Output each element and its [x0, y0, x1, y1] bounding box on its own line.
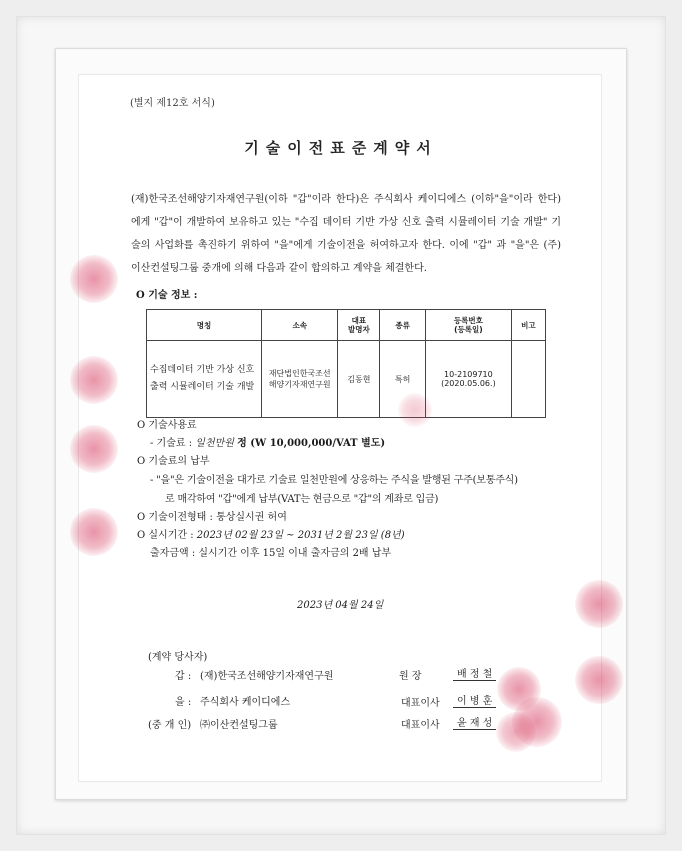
cell-name: 수집데이터 기반 가상 신호 출력 시뮬레이터 기술 개발 — [147, 341, 262, 418]
broker-label: (중 개 인) — [148, 720, 192, 731]
intro-line: 에게 "갑"이 개발하여 보유하고 있는 "수집 데이터 기반 가상 신호 출력 시뮬레이터 기술 개발" 기 — [131, 217, 561, 228]
payout-line: 출자금액 : 실시기간 이후 15일 이내 출자금의 2배 납부 — [150, 548, 392, 559]
party-b-rep — [453, 692, 496, 708]
payment-line-1: - "을"은 기술이전을 대가로 기술료 일천만원에 상응하는 주식을 발행된 구주(보통주식) — [150, 475, 518, 486]
fee-heading: O 기술사용료 — [137, 420, 197, 431]
party-a-rep — [453, 665, 496, 681]
col-header-affiliation: 소속 — [262, 310, 338, 341]
broker-rep — [453, 714, 496, 730]
col-header-note: 비고 — [511, 310, 545, 341]
broker-rep-name: 윤 재 성 — [453, 714, 496, 730]
party-b-rep-name: 이 병 훈 — [453, 692, 496, 708]
parties-heading: (계약 당사자) — [148, 652, 208, 663]
col-header-inventor: 대표 발명자 — [338, 310, 380, 341]
fee-amount-italic: 일천만원 — [195, 438, 234, 449]
party-b-role: 대표이사 — [401, 698, 440, 709]
intro-line: 이산컨설팅그룹 중개에 의해 다음과 같이 합의하고 계약을 체결한다. — [131, 263, 427, 274]
cell-type: 특허 — [380, 341, 426, 418]
cell-reg-no: 10-2109710 (2020.05.06.) — [425, 341, 511, 418]
intro-line: (재)한국조선해양기자재연구원(이하 "갑"이라 한다)은 주식회사 케이디에스 (이하"을"이라 한다) — [131, 194, 561, 205]
document-title: 기술이전표준계약서 — [244, 139, 438, 157]
transfer-form: O 기술이전형태 : 통상실시권 허여 — [137, 512, 287, 523]
party-a-role: 원 장 — [399, 671, 422, 682]
form-number: (별지 제12호 서식) — [130, 98, 215, 109]
broker-role: 대표이사 — [401, 720, 440, 731]
payment-line-2: 로 매각하여 "갑"에게 납부(VAT는 현금으로 "갑"의 계좌로 입금) — [165, 494, 439, 505]
tech-info-heading: O 기술 정보 : — [136, 290, 198, 301]
fee-prefix: - 기술료 : — [150, 438, 193, 449]
col-header-reg-no: 등록번호 (등록일) — [425, 310, 511, 341]
payment-heading: O 기술료의 납부 — [137, 456, 210, 467]
col-header-type: 종류 — [380, 310, 426, 341]
fee-line — [150, 434, 385, 449]
party-a-label: 갑 : — [175, 671, 192, 682]
party-a-rep-name: 배 정 철 — [453, 665, 496, 681]
cell-note — [511, 341, 545, 418]
fee-amount-rest: 정 (W 10,000,000/VAT 별도) — [237, 438, 386, 449]
cell-inventor: 김동현 — [338, 341, 380, 418]
intro-paragraph — [131, 188, 561, 280]
contract-date: 2023년 04월 24일 — [297, 600, 384, 611]
period-value: 2023년 02월 23일 ~ 2031년 2월 23일 (8년) — [196, 530, 405, 541]
party-b-label: 을 : — [175, 697, 192, 708]
period-line — [137, 526, 405, 541]
intro-line: 술의 사업화를 촉진하기 위하여 "을"에게 기술이전을 허여하고자 한다. 이에 "갑" 과 "을"은 (주) — [131, 240, 561, 251]
tech-info-table — [146, 309, 546, 418]
table-row — [147, 341, 546, 418]
col-header-name: 명칭 — [147, 310, 262, 341]
cell-affiliation: 재단법인한국조선 해양기자재연구원 — [262, 341, 338, 418]
party-b-name: 주식회사 케이디에스 — [200, 697, 291, 708]
party-a-name: (재)한국조선해양기자재연구원 — [200, 671, 334, 682]
broker-name: ㈜이산컨설팅그룹 — [200, 720, 278, 731]
period-prefix: O 실시기간 : — [137, 530, 194, 541]
